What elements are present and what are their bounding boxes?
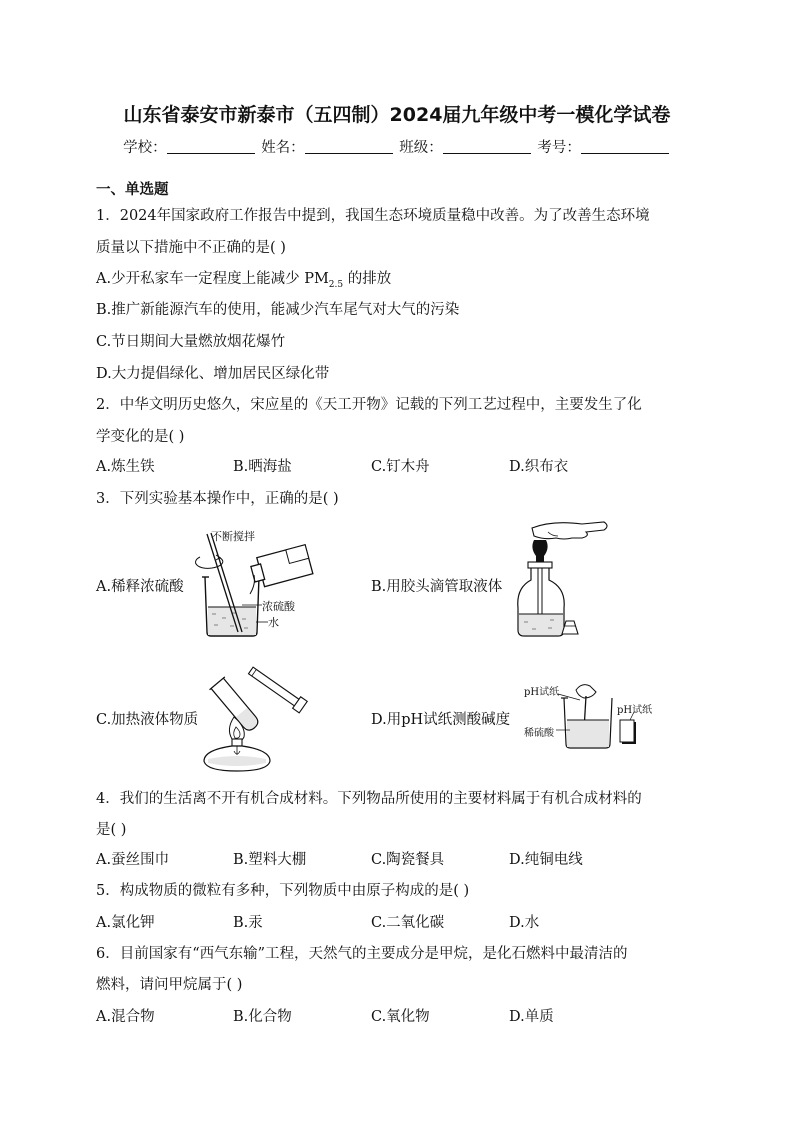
q1-option-d: D.大力提倡绿化、增加居民区绿化带 xyxy=(96,366,330,382)
exam-number-blank[interactable] xyxy=(581,139,669,154)
q5-stem: 5．构成物质的微粒有多种，下列物质中由原子构成的是( ) xyxy=(96,883,470,899)
q6-stem-line1: 6．目前国家有“西气东输”工程，天然气的主要成分是甲烷，是化石燃料中最清洁的 xyxy=(96,946,628,962)
q2-option-a: A.炼生铁 xyxy=(96,459,155,475)
q3-fig-d-acid-label: 稀硫酸 xyxy=(524,728,554,739)
school-label: 学校： xyxy=(123,140,167,156)
q3-option-c: C.加热液体物质 xyxy=(96,712,199,728)
q3-figure-d-diagram xyxy=(556,682,676,752)
q2-option-d: D.织布衣 xyxy=(509,459,569,475)
q5-option-d: D.水 xyxy=(509,915,540,931)
q1-option-a-suffix: 的排放 xyxy=(343,271,392,287)
q6-stem-line2: 燃料，请问甲烷属于( ) xyxy=(96,977,243,993)
q3-fig-a-water-label: 水 xyxy=(268,616,279,629)
q4-option-b: B.塑料大棚 xyxy=(233,852,307,868)
q3-option-b: B.用胶头滴管取液体 xyxy=(371,579,503,595)
q1-option-a-subscript: 2.5 xyxy=(328,279,344,290)
q4-option-c: C.陶瓷餐具 xyxy=(371,852,445,868)
q1-stem-line1: 1．2024年国家政府工作报告中提到，我国生态环境质量稳中改善。为了改善生态环境 xyxy=(96,208,650,224)
q3-option-a: A.稀释浓硫酸 xyxy=(96,579,184,595)
q3-option-d: D.用pH试纸测酸碱度 xyxy=(371,712,511,728)
class-blank[interactable] xyxy=(443,139,531,154)
q4-stem-line1: 4．我们的生活离不开有机合成材料。下列物品所使用的主要材料属于有机合成材料的 xyxy=(96,791,642,807)
section-heading: 一、单选题 xyxy=(96,182,169,198)
name-blank[interactable] xyxy=(305,139,393,154)
school-blank[interactable] xyxy=(167,139,255,154)
page-title: 山东省泰安市新泰市（五四制）2024届九年级中考一模化学试卷 xyxy=(123,104,671,126)
q6-option-b: B.化合物 xyxy=(233,1009,292,1025)
name-label: 姓名： xyxy=(261,140,305,156)
class-label: 班级： xyxy=(399,140,443,156)
q3-figure-c-diagram xyxy=(198,655,308,775)
q4-stem-line2: 是( ) xyxy=(96,822,127,838)
q6-option-c: C.氧化物 xyxy=(371,1009,430,1025)
q1-stem-line2: 质量以下措施中不正确的是( ) xyxy=(96,240,286,256)
q5-option-b: B.汞 xyxy=(233,915,263,931)
q2-stem-line2: 学变化的是( ) xyxy=(96,429,185,445)
q3-fig-d-paper-label-left: pH试纸 xyxy=(524,687,560,698)
q4-option-d: D.纯铜电线 xyxy=(509,852,583,868)
q3-stem: 3．下列实验基本操作中，正确的是( ) xyxy=(96,491,339,507)
q1-option-a-text: A.少开私家车一定程度上能减少 PM xyxy=(96,271,329,287)
q2-option-c: C.钉木舟 xyxy=(371,459,430,475)
q5-option-a: A.氯化钾 xyxy=(96,915,155,931)
q1-option-b: B.推广新能源汽车的使用，能减少汽车尾气对大气的污染 xyxy=(96,302,460,318)
q1-option-a xyxy=(96,269,700,295)
exam-number-label: 考号： xyxy=(537,140,581,156)
q2-stem-line1: 2．中华文明历史悠久，宋应星的《天工开物》记载的下列工艺过程中，主要发生了化 xyxy=(96,397,642,413)
q3-fig-d-paper-label-right: pH试纸 xyxy=(617,705,653,716)
q1-option-c: C.节日期间大量燃放烟花爆竹 xyxy=(96,334,286,350)
q3-figure-b-diagram xyxy=(512,518,622,643)
q5-option-c: C.二氧化碳 xyxy=(371,915,445,931)
q3-fig-a-acid-label: 浓硫酸 xyxy=(262,600,295,613)
student-info-row xyxy=(0,136,794,157)
q4-option-a: A.蚕丝围巾 xyxy=(96,852,170,868)
q2-option-b: B.晒海盐 xyxy=(233,459,292,475)
q3-fig-a-stir-label: 不断搅拌 xyxy=(211,530,255,543)
q3-figure-a-diagram xyxy=(180,522,330,642)
q6-option-d: D.单质 xyxy=(509,1009,554,1025)
q6-option-a: A.混合物 xyxy=(96,1009,155,1025)
